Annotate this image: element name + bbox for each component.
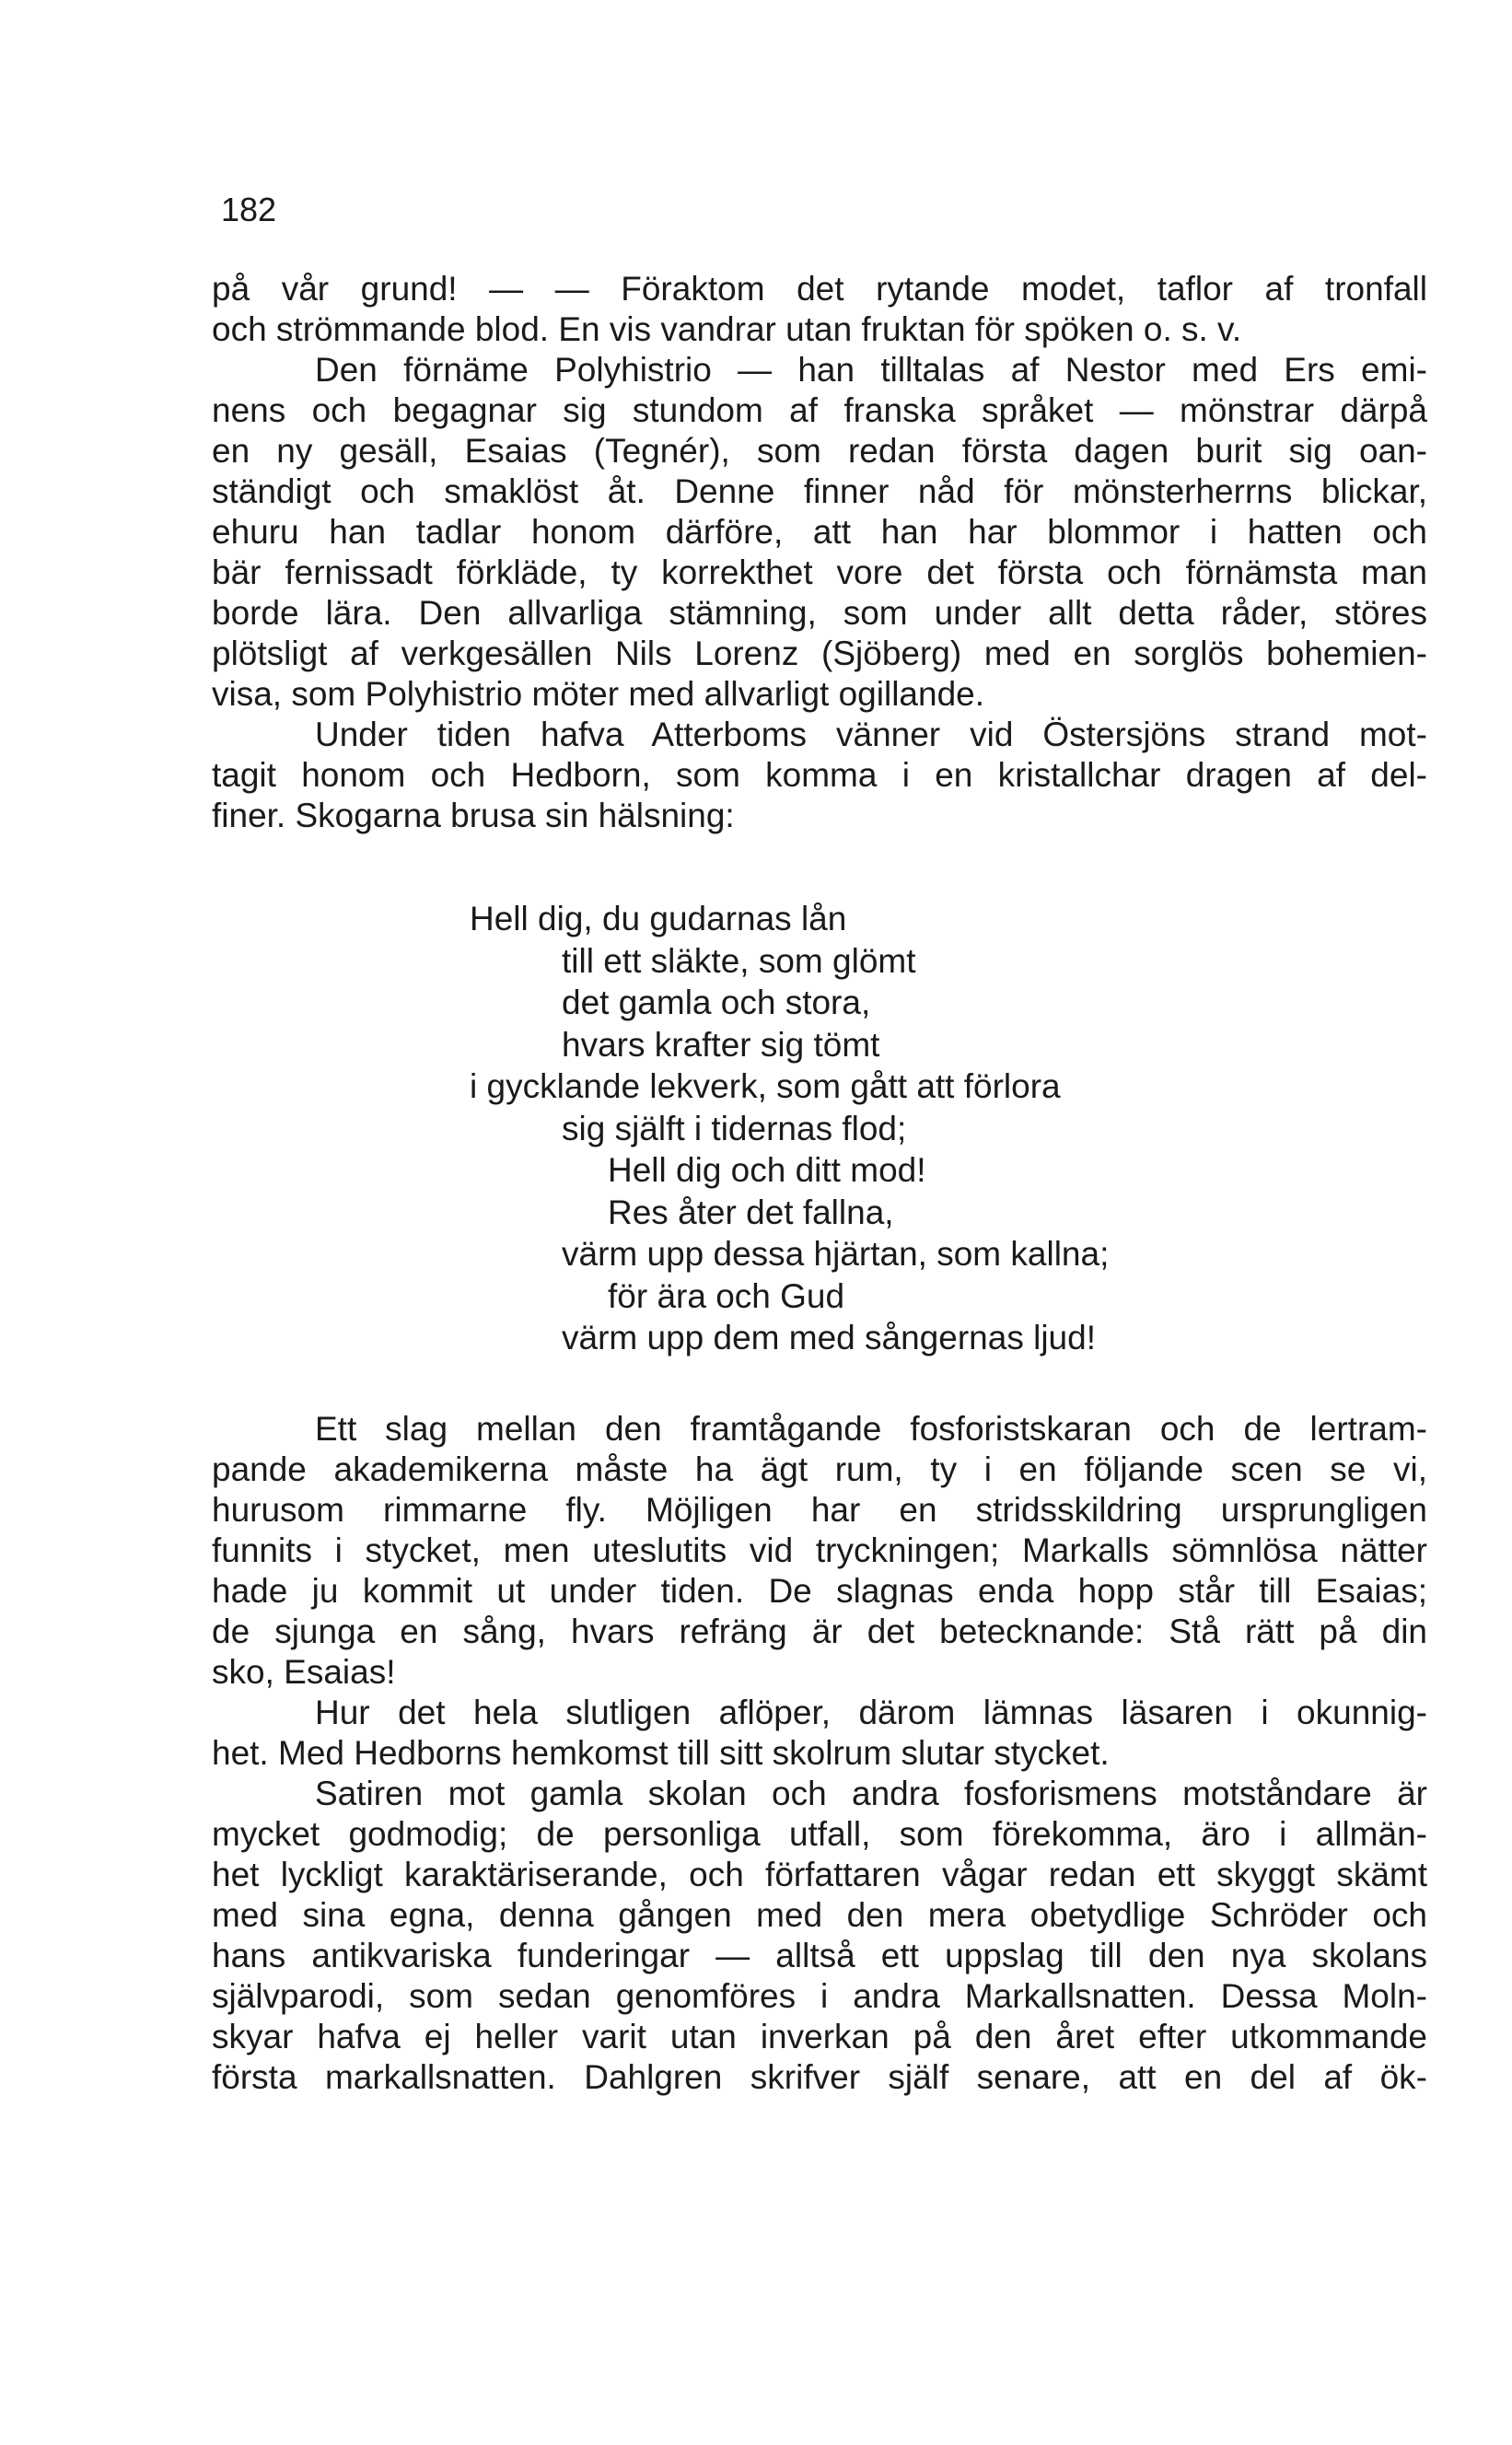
- text-line: självparodi, som sedan genomföres i andra Markallsnatten. Dessa Moln-: [212, 1977, 1427, 2015]
- text-line: het lyckligt karaktäriserande, och författaren vågar redan ett skyggt skämt: [212, 1856, 1427, 1893]
- page-number: 182: [221, 191, 277, 228]
- text-line: nens och begagnar sig stundom af franska språket — mönstrar därpå: [212, 391, 1427, 429]
- text-line: ehuru han tadlar honom därföre, att han har blommor i hatten och: [212, 513, 1427, 551]
- paragraph-block-bottom: [212, 1409, 1427, 2098]
- text-line: finer. Skogarna brusa sin hälsning:: [212, 797, 735, 834]
- text-line: pande akademikerna måste ha ägt rum, ty i en följande scen se vi,: [212, 1450, 1427, 1488]
- text-line: mycket godmodig; de personliga utfall, som förekomma, äro i allmän-: [212, 1815, 1427, 1853]
- text-line: hade ju kommit ut under tiden. De slagnas enda hopp står till Esaias;: [212, 1572, 1427, 1610]
- poem-line: sig själft i tidernas flod;: [562, 1109, 907, 1147]
- text-line: Hur det hela slutligen aflöper, därom lämnas läsaren i okunnig-: [315, 1694, 1427, 1731]
- text-line: Ett slag mellan den framtågande fosforistskaran och de lertram-: [315, 1410, 1427, 1448]
- poem-line: i gycklande lekverk, som gått att förlora: [470, 1067, 1061, 1105]
- text-line: ständigt och smaklöst åt. Denne finner nåd för mönsterherrns blickar,: [212, 472, 1427, 510]
- text-line: hurusom rimmarne fly. Möjligen har en stridsskildring ursprungligen: [212, 1491, 1427, 1529]
- poem-line: Res åter det fallna,: [608, 1193, 894, 1231]
- text-line: med sina egna, denna gången med den mera obetydlige Schröder och: [212, 1896, 1427, 1934]
- text-line: på vår grund! — — Föraktom det rytande modet, taflor af tronfall: [212, 270, 1427, 308]
- text-line: och strömmande blod. En vis vandrar utan fruktan för spöken o. s. v.: [212, 310, 1242, 348]
- text-line: Den förnäme Polyhistrio — han tilltalas af Nestor med Ers emi-: [315, 351, 1427, 389]
- text-line: visa, som Polyhistrio möter med allvarligt ogillande.: [212, 675, 985, 713]
- paragraph-block-top: [212, 269, 1427, 836]
- text-line: bär fernissadt förkläde, ty korrekthet vore det första och förnämsta man: [212, 553, 1427, 591]
- text-line: skyar hafva ej heller varit utan inverkan på den året efter utkommande: [212, 2018, 1427, 2055]
- poem-line: till ett släkte, som glömt: [562, 941, 916, 980]
- poem-line: det gamla och stora,: [562, 984, 871, 1021]
- text-line: första markallsnatten. Dahlgren skrifver själf senare, att en del af ök-: [212, 2058, 1427, 2096]
- text-line: plötsligt af verkgesällen Nils Lorenz (Sjöberg) med en sorglös bohemien-: [212, 635, 1427, 672]
- poem-line: värm upp dem med sångernas ljud!: [562, 1319, 1096, 1356]
- text-line: de sjunga en sång, hvars refräng är det betecknande: Stå rätt på din: [212, 1613, 1427, 1650]
- text-line: tagit honom och Hedborn, som komma i en kristallchar dragen af del-: [212, 756, 1427, 794]
- poem-line: för ära och Gud: [608, 1276, 845, 1315]
- text-line: Under tiden hafva Atterboms vänner vid Östersjöns strand mot-: [315, 716, 1427, 753]
- text-line: en ny gesäll, Esaias (Tegnér), som redan första dagen burit sig oan-: [212, 432, 1427, 470]
- text-line: het. Med Hedborns hemkomst till sitt skolrum slutar stycket.: [212, 1734, 1110, 1772]
- poem-line: hvars krafter sig tömt: [562, 1025, 880, 1064]
- poem-line: värm upp dessa hjärtan, som kallna;: [562, 1235, 1110, 1273]
- text-line: Satiren mot gamla skolan och andra fosforismens motståndare är: [315, 1775, 1427, 1812]
- poem-line: Hell dig och ditt mod!: [608, 1151, 926, 1189]
- poem-line: Hell dig, du gudarnas lån: [470, 900, 847, 937]
- poem: [470, 898, 1298, 1359]
- text-line: sko, Esaias!: [212, 1653, 396, 1691]
- text-line: funnits i stycket, men uteslutits vid tryckningen; Markalls sömnlösa nätter: [212, 1531, 1427, 1569]
- text-line: hans antikvariska funderingar — alltså ett uppslag till den nya skolans: [212, 1937, 1427, 1974]
- text-line: borde lära. Den allvarliga stämning, som under allt detta råder, störes: [212, 594, 1427, 632]
